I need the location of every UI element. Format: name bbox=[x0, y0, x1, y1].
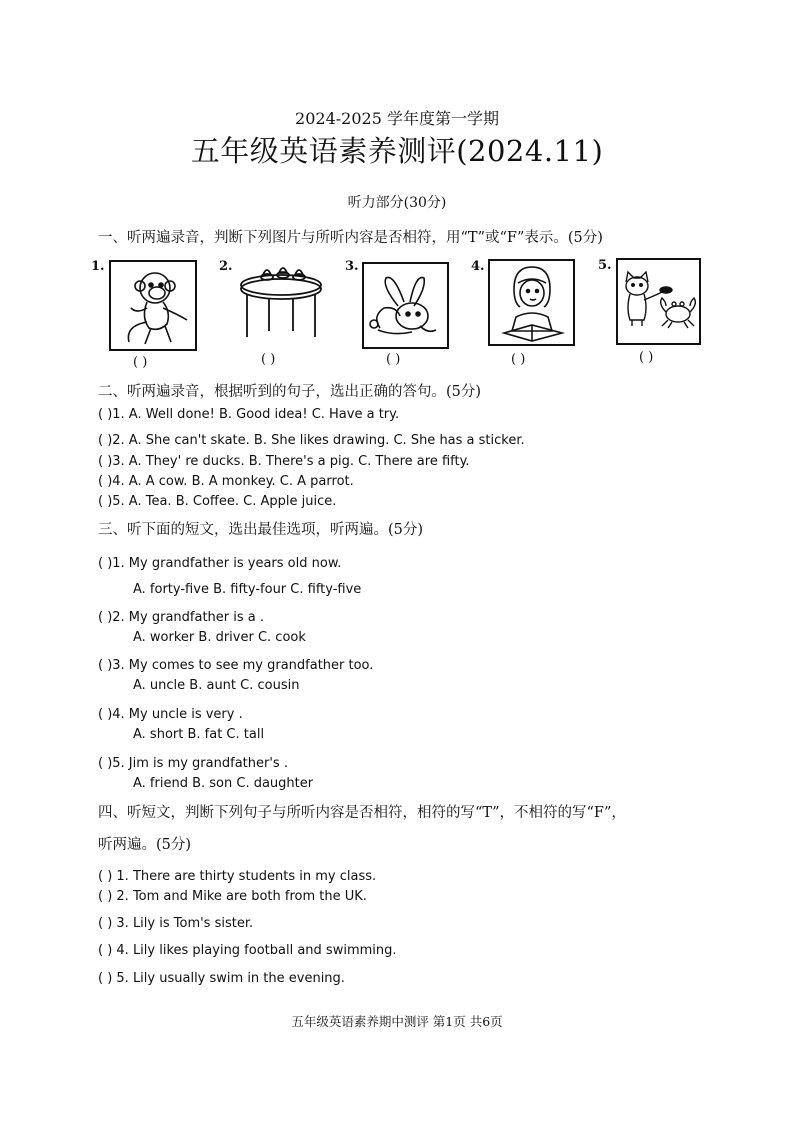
section3-question-5: ( )5. Jim is my grandfather's . bbox=[98, 756, 288, 771]
girl-reading-icon bbox=[490, 261, 573, 344]
section3-options-4: A. short B. fat C. tall bbox=[133, 727, 265, 742]
section2-heading: 二、听两遍录音，根据听到的句子，选出正确的答句。(5分) bbox=[98, 384, 482, 400]
picture3-number: 3. bbox=[345, 259, 359, 274]
section3-options-3: A. uncle B. aunt C. cousin bbox=[133, 678, 300, 693]
section2-item-4: ( )4. A. A cow. B. A monkey. C. A parrot. bbox=[98, 474, 354, 489]
exam-term: 2024-2025 学年度第一学期 bbox=[295, 109, 499, 128]
section3-options-5: A. friend B. son C. daughter bbox=[133, 776, 314, 791]
monkey-icon bbox=[111, 262, 195, 349]
section4-heading-line2: 听两遍。(5分) bbox=[98, 837, 192, 853]
section3-options-1: A. forty-five B. fifty-four C. fifty-five bbox=[133, 582, 362, 597]
section4-item-2: ( ) 2. Tom and Mike are both from the UK. bbox=[98, 889, 367, 904]
section1-heading: 一、听两遍录音，判断下列图片与所听内容是否相符，用“T”或“F”表示。(5分) bbox=[98, 230, 603, 246]
section3-heading: 三、听下面的短文，选出最佳选项，听两遍。(5分) bbox=[98, 522, 424, 538]
section4-item-3: ( ) 3. Lily is Tom's sister. bbox=[98, 916, 254, 931]
section3-options-2: A. worker B. driver C. cook bbox=[133, 630, 306, 645]
cat-and-crab-icon bbox=[618, 260, 699, 343]
picture4-number: 4. bbox=[471, 259, 485, 274]
section3-question-4: ( )4. My uncle is very . bbox=[98, 707, 243, 722]
section4-item-5: ( ) 5. Lily usually swim in the evening. bbox=[98, 971, 345, 986]
table-icon bbox=[237, 261, 324, 348]
section4-item-1: ( ) 1. There are thirty students in my class. bbox=[98, 869, 377, 884]
section2-item-2: ( )2. A. She can't skate. B. She likes drawing. C. She has a sticker. bbox=[98, 433, 525, 448]
picture1-number: 1. bbox=[91, 259, 105, 274]
picture1-frame bbox=[109, 260, 197, 351]
exam-title: 五年级英语素养测评(2024.11) bbox=[190, 134, 604, 168]
picture2-frame bbox=[237, 261, 324, 348]
picture2-number: 2. bbox=[219, 259, 233, 274]
picture1-answer-blank[interactable]: ( ) bbox=[133, 355, 148, 370]
picture5-number: 5. bbox=[598, 258, 612, 273]
picture3-frame bbox=[362, 262, 449, 349]
picture2-answer-blank[interactable]: ( ) bbox=[261, 352, 276, 367]
section3-question-3: ( )3. My comes to see my grandfather too. bbox=[98, 658, 374, 673]
picture4-answer-blank[interactable]: ( ) bbox=[511, 352, 526, 367]
section3-question-2: ( )2. My grandfather is a . bbox=[98, 610, 265, 625]
page-footer: 五年级英语素养期中测评 第1页 共6页 bbox=[291, 1014, 503, 1029]
picture3-answer-blank[interactable]: ( ) bbox=[386, 352, 401, 367]
section2-item-1: ( )1. A. Well done! B. Good idea! C. Have a try. bbox=[98, 407, 400, 422]
section4-item-4: ( ) 4. Lily likes playing football and swimming. bbox=[98, 943, 397, 958]
section2-item-5: ( )5. A. Tea. B. Coffee. C. Apple juice. bbox=[98, 494, 337, 509]
section4-heading-line1: 四、听短文，判断下列句子与所听内容是否相符，相符的写“T”，不相符的写“F”， bbox=[98, 805, 626, 821]
picture5-answer-blank[interactable]: ( ) bbox=[639, 350, 654, 365]
section3-question-1: ( )1. My grandfather is years old now. bbox=[98, 556, 342, 571]
listening-part-heading: 听力部分(30分) bbox=[347, 195, 447, 211]
picture4-frame bbox=[488, 259, 575, 346]
section2-item-3: ( )3. A. They' re ducks. B. There's a pig. C. There are fifty. bbox=[98, 454, 470, 469]
picture5-frame bbox=[616, 258, 701, 345]
rabbit-icon bbox=[364, 264, 447, 347]
